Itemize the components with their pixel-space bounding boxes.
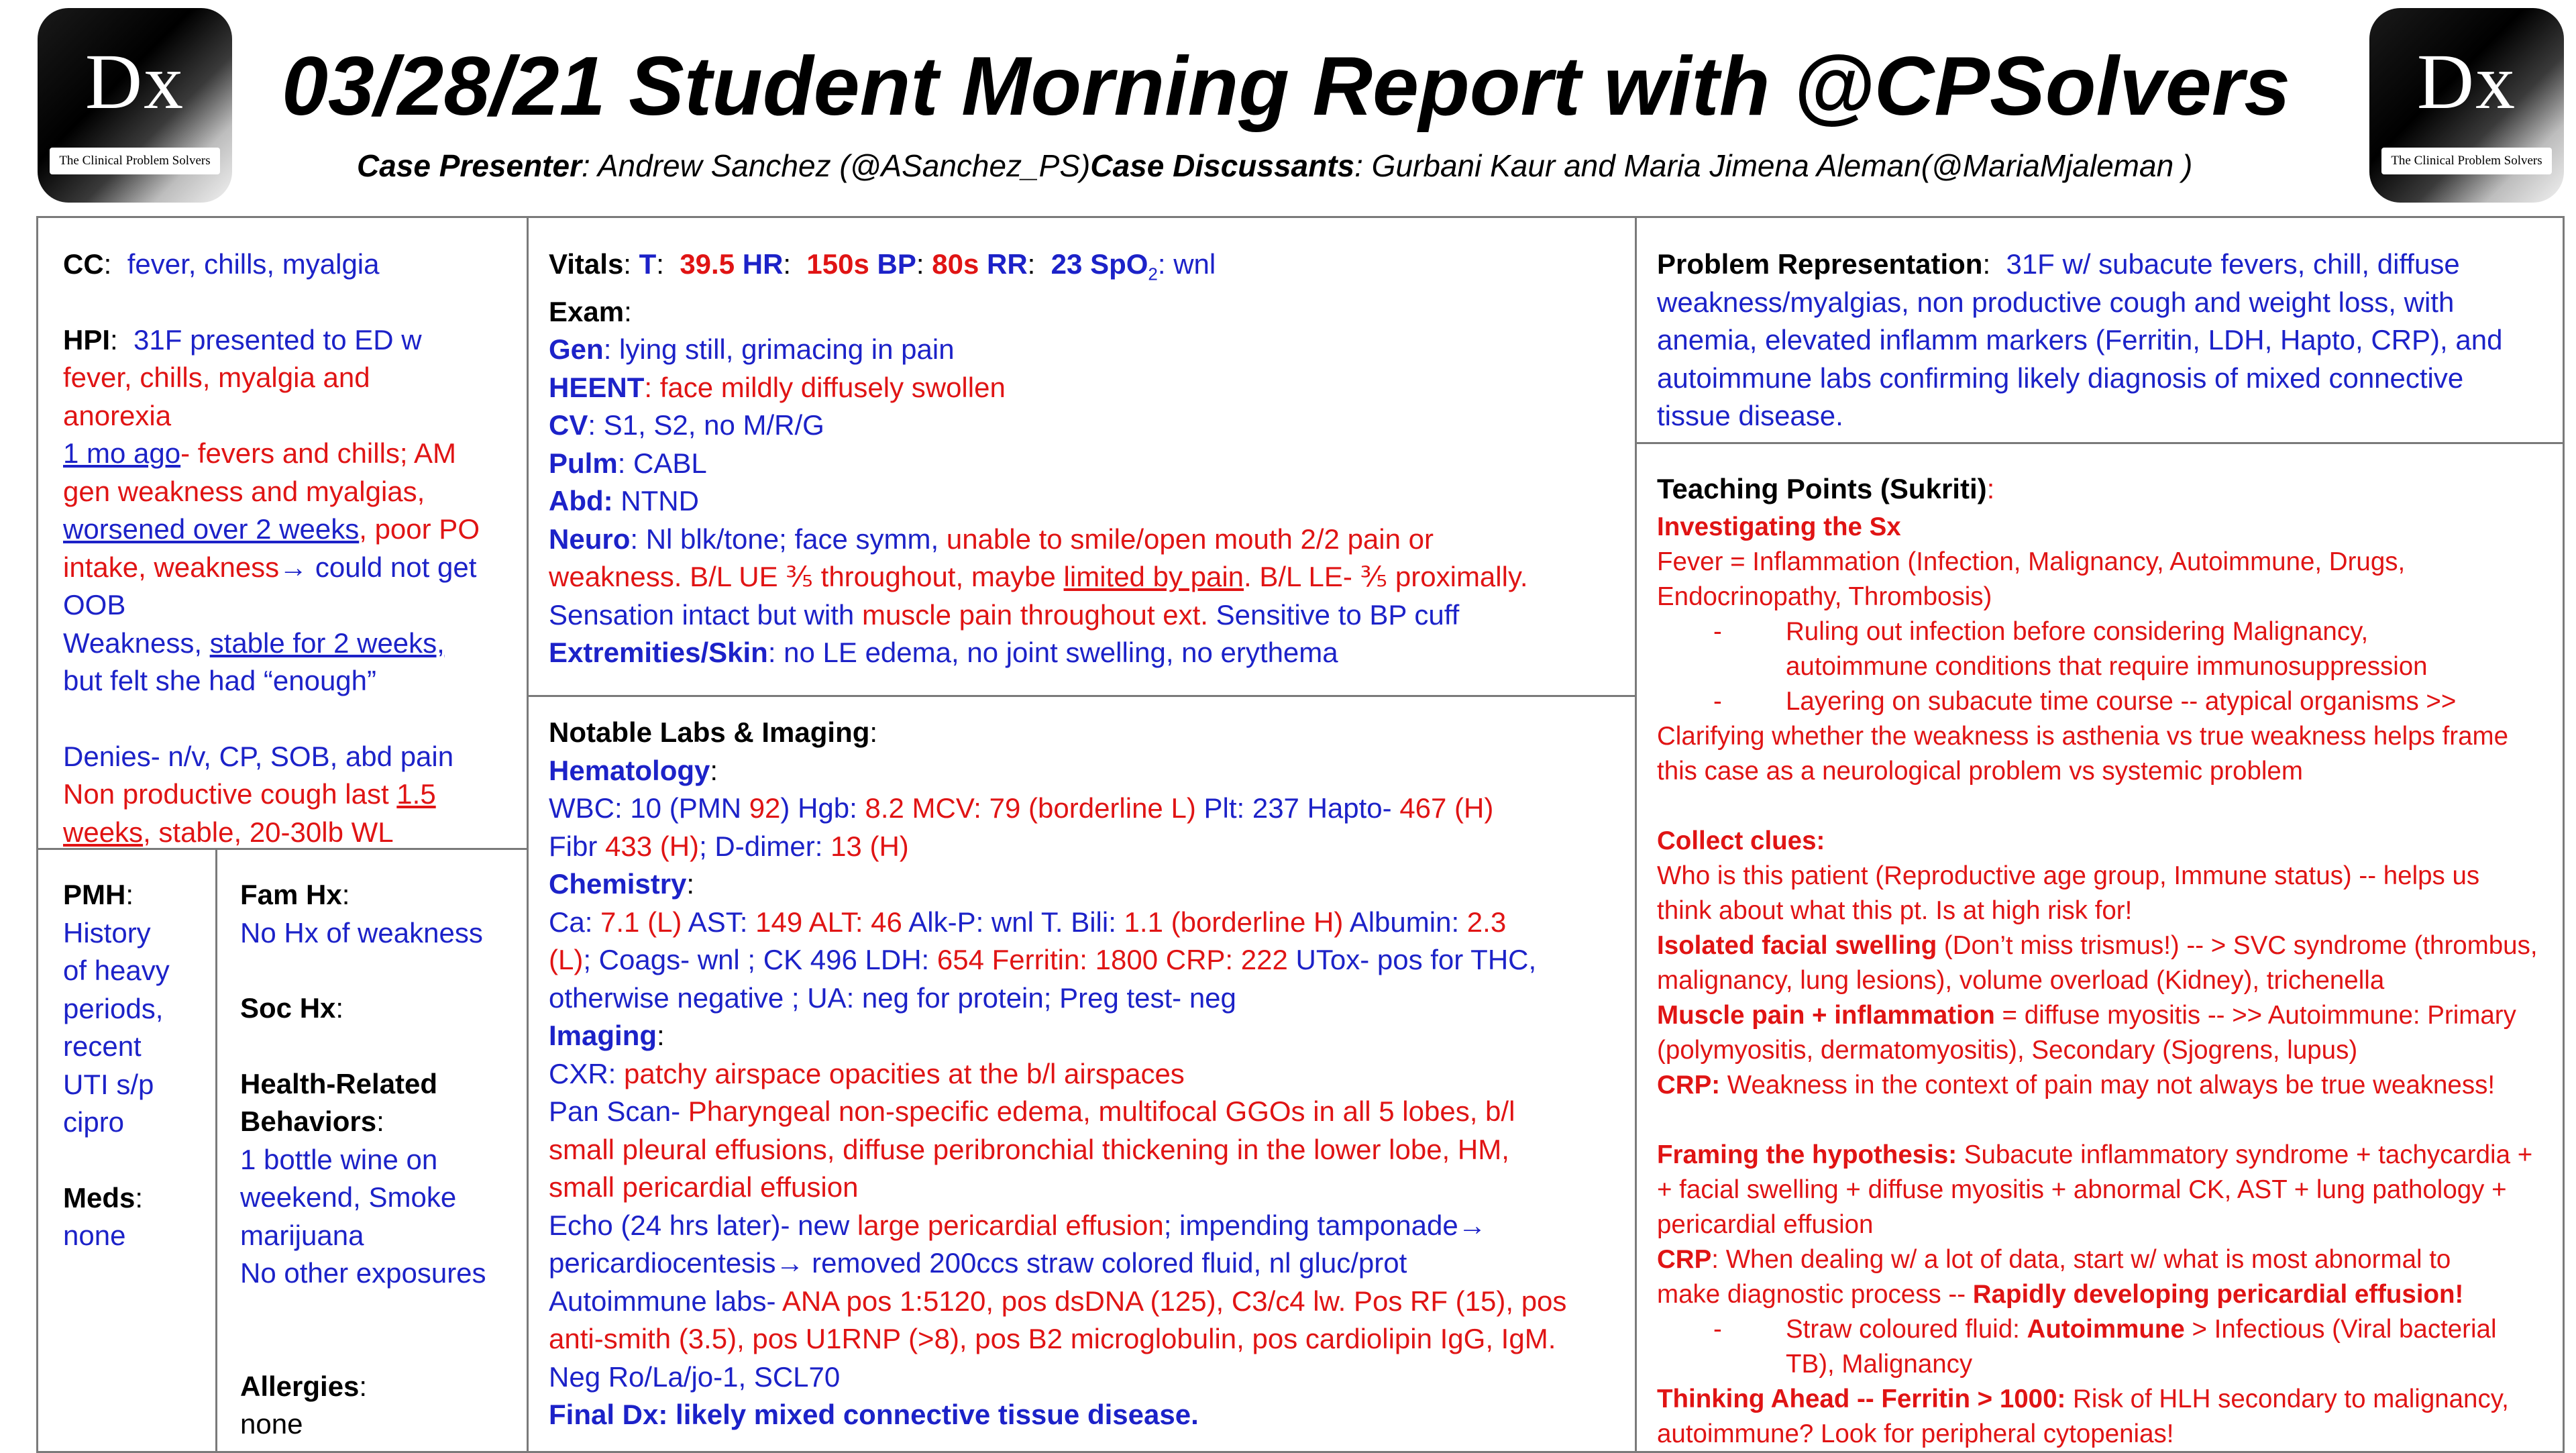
- chem-line: [549, 941, 1632, 979]
- neuro-text: muscle pain throughout ext.: [861, 598, 1208, 631]
- teaching-text: = diffuse myositis -- >> Autoimmune: Primary: [1994, 1001, 2516, 1030]
- ext-label: Extremities/Skin: [549, 637, 768, 669]
- bullet-dash: -: [1713, 1315, 1722, 1344]
- ext-value: : no LE edema, no joint swelling, no erythema: [767, 637, 1338, 669]
- spo2-label: SpO: [1090, 248, 1148, 280]
- allergies-line: Allergies:: [240, 1370, 368, 1402]
- teaching-line: pericardial effusion: [1657, 1210, 1874, 1239]
- hem-line: [549, 828, 1632, 866]
- hpi-text: weeks: [63, 816, 144, 848]
- hpi-panel: [63, 246, 519, 851]
- heent-value: : face mildly diffusely swollen: [644, 371, 1006, 403]
- hpi-line: Denies- n/v, CP, SOB, abd pain: [63, 740, 454, 772]
- teaching-line: think about what this pt. Is at high risk for!: [1657, 896, 2133, 925]
- pan-label: Pan Scan-: [549, 1095, 688, 1127]
- teaching-text: Subacute inflammatory syndrome + tachycardia +: [1957, 1140, 2533, 1169]
- hpi-line: [63, 549, 519, 587]
- hrb-line: Behaviors:: [240, 1106, 384, 1137]
- teaching-line: Endocrinopathy, Thrombosis): [1657, 582, 1992, 611]
- teaching-line: malignancy, lung lesions), volume overload (Kidney), trichenella: [1657, 966, 2385, 995]
- spo2-value: : wnl: [1157, 248, 1216, 280]
- teaching-line: autoimmune? Look for peripheral cytopenias!: [1657, 1419, 2174, 1448]
- chem-label: Chemistry: [549, 868, 687, 900]
- teaching-strong: CRP: [1657, 1245, 1712, 1274]
- hpi-text: , poor PO: [359, 513, 480, 545]
- hpi-text: Non productive cough last: [63, 778, 397, 810]
- neuro-text: : Nl blk/tone; face symm,: [630, 523, 947, 555]
- hpi-line: fever, chills, myalgia and: [63, 362, 370, 393]
- hpi-label: HPI: [63, 323, 111, 356]
- spacer: [63, 284, 519, 321]
- cxr-value: patchy airspace opacities at the b/l airspaces: [624, 1057, 1185, 1089]
- img-line: Imaging:: [549, 1020, 665, 1051]
- teaching-heading: Investigating the Sx: [1657, 513, 1901, 541]
- teaching-colon: :: [1986, 473, 1995, 504]
- hpi-text: - fevers and chills; AM: [180, 437, 456, 469]
- final-dx: Final Dx: likely mixed connective tissue disease.: [549, 1399, 1199, 1430]
- spo2-sub: 2: [1148, 264, 1158, 284]
- exam-panel: [549, 246, 1629, 672]
- presenters-line: [357, 148, 2192, 184]
- spacer: [240, 1028, 525, 1065]
- teaching-line: [1657, 1242, 2559, 1277]
- lab-text: WBC: 10 (PMN: [549, 792, 749, 824]
- lab-text: AST:: [682, 906, 756, 938]
- lab-text: Ca:: [549, 906, 601, 938]
- teaching-line: [1657, 1382, 2559, 1417]
- fam-line: Fam Hx:: [240, 879, 350, 910]
- temp-value: 39.5: [680, 248, 735, 280]
- teaching-line: [1657, 510, 2559, 545]
- exam-line: [549, 482, 1629, 521]
- abd-value: NTND: [612, 485, 699, 517]
- pmh-line: UTI s/p: [63, 1068, 154, 1100]
- problem-panel: [1657, 246, 2559, 435]
- cxr-label: CXR:: [549, 1057, 625, 1089]
- pulm-label: Pulm: [549, 447, 618, 479]
- teaching-label: Teaching Points (Sukriti): [1657, 473, 1987, 504]
- lab-text: 8.2 MCV: 79 (borderline L): [865, 792, 1196, 824]
- problem-line: tissue disease.: [1657, 400, 1843, 431]
- exam-line: [549, 331, 1629, 369]
- echo-line: [549, 1207, 1632, 1245]
- hpi-line: but felt she had “enough”: [63, 665, 377, 696]
- teaching-bullet: [1657, 1312, 2559, 1347]
- teaching-line: Who is this patient (Reproductive age group, Immune status) -- helps us: [1657, 861, 2480, 890]
- teaching-text: > Infectious (Viral bacterial: [2184, 1315, 2497, 1344]
- allergies-label: Allergies: [240, 1370, 360, 1402]
- dx-logo-right: [2369, 8, 2564, 203]
- hpi-text: Weakness,: [63, 627, 210, 659]
- teaching-line: Fever = Inflammation (Infection, Malignancy, Autoimmune, Drugs,: [1657, 547, 2406, 576]
- hpi-text: 1.5: [396, 778, 436, 810]
- exam-line: [549, 596, 1629, 635]
- gen-value: : lying still, grimacing in pain: [603, 333, 955, 366]
- teaching-line: [1657, 1277, 2559, 1312]
- hpi-line: HPI: 31F presented to ED w: [63, 323, 422, 356]
- hpi-line: gen weakness and myalgias,: [63, 475, 425, 507]
- img-line: small pericardial effusion: [549, 1171, 859, 1203]
- lab-text: ; D-dimer:: [699, 830, 831, 862]
- teaching-text: Ruling out infection before considering Malignancy,: [1786, 617, 2369, 646]
- lab-text: 1.1 (borderline H): [1124, 906, 1344, 938]
- teaching-line: + facial swelling + diffuse myositis + abnormal CK, AST + lung pathology +: [1657, 1175, 2507, 1204]
- cv-label: CV: [549, 409, 588, 441]
- pmh-label: PMH: [63, 879, 126, 910]
- final-dx-line: [549, 1396, 1632, 1434]
- hpi-line: [63, 814, 519, 852]
- teaching-bullet-cont: TB), Malignancy: [1786, 1350, 1973, 1379]
- echo-line: pericardiocentesis→ removed 200ccs straw colored fluid, nl gluc/prot: [549, 1247, 1407, 1279]
- heent-label: HEENT: [549, 371, 645, 403]
- hpi-text: stable for 2 weeks,: [209, 627, 445, 659]
- teaching-text: (Don’t miss trismus!) -- > SVC syndrome (thrombus,: [1937, 931, 2538, 960]
- lab-text: 149 ALT: 46: [755, 906, 902, 938]
- spacer: [240, 1293, 525, 1330]
- rr-value: 23: [1051, 248, 1083, 280]
- hpi-line: [63, 510, 519, 549]
- chem-line: otherwise negative ; UA: neg for protein; Preg test- neg: [549, 981, 1236, 1014]
- lab-text: 7.1 (L): [600, 906, 682, 938]
- hr-label: HR: [742, 248, 784, 280]
- problem-line: Problem Representation: 31F w/ subacute fevers, chill, diffuse: [1657, 248, 2460, 280]
- allergies-value: none: [240, 1408, 303, 1440]
- neuro-text: weakness. B/L UE ⅗ throughout, maybe: [549, 561, 1064, 593]
- echo-text: Echo (24 hrs later)- new: [549, 1209, 857, 1241]
- hpi-text: 1 mo ago: [63, 437, 181, 469]
- spacer: [240, 952, 525, 989]
- discussants-names: : Gurbani Kaur and Maria Jimena Aleman(@MariaMjaleman ): [1354, 148, 2193, 183]
- bullet-dash: -: [1713, 687, 1722, 716]
- problem-label: Problem Representation: [1657, 248, 1983, 280]
- pmh-line: periods,: [63, 992, 164, 1024]
- teaching-strong: Autoimmune: [2027, 1315, 2185, 1344]
- abd-label: Abd:: [549, 485, 613, 517]
- vitals-label: Vitals: [549, 248, 624, 280]
- fam-value: No Hx of weakness: [240, 916, 483, 949]
- spacer: [63, 700, 519, 738]
- lab-text: ; Coags- wnl ; CK 496 LDH:: [583, 944, 937, 975]
- hrb-value: weekend, Smoke: [240, 1181, 457, 1213]
- teaching-panel: [1657, 468, 2559, 1452]
- pmh-line: PMH:: [63, 879, 134, 910]
- lab-text: 654 Ferritin: 1800 CRP: 222: [936, 944, 1288, 975]
- exam-line: [549, 407, 1629, 445]
- rr-label: RR: [986, 248, 1028, 280]
- hpi-line: OOB: [63, 589, 126, 621]
- lab-text: 92: [749, 792, 781, 824]
- chem-line: Chemistry:: [549, 868, 695, 900]
- exam-line: [549, 521, 1629, 559]
- labs-title: Notable Labs & Imaging: [549, 716, 870, 748]
- lab-text: Albumin:: [1343, 906, 1467, 938]
- hrb-value: 1 bottle wine on: [240, 1143, 438, 1175]
- labs-panel: [549, 714, 1632, 1434]
- neuro-text: Sensation intact but with: [549, 598, 862, 631]
- echo-text: ; impending tamponade→: [1163, 1209, 1487, 1241]
- presenter-name: : Andrew Sanchez (@ASanchez_PS): [581, 148, 1091, 183]
- meds-value: none: [63, 1220, 126, 1251]
- teaching-heading: Collect clues:: [1657, 826, 1825, 855]
- discussants-label: Case Discussants: [1090, 148, 1355, 183]
- pmh-line: recent: [63, 1030, 142, 1062]
- lab-text: 2.3: [1466, 906, 1507, 938]
- auto-line: anti-smith (3.5), pos U1RNP (>8), pos B2 microglobulin, pos cardiolipin IgG, IgM.: [549, 1323, 1556, 1354]
- hpi-line: anorexia: [63, 399, 172, 431]
- social-panel: [240, 876, 525, 1444]
- hpi-text: → could not get: [279, 551, 477, 583]
- soc-line: Soc Hx:: [240, 992, 344, 1024]
- hrb-value: marijuana: [240, 1219, 364, 1251]
- teaching-line: [1657, 998, 2559, 1033]
- lab-text: Plt: 237 Hapto-: [1195, 792, 1400, 824]
- teaching-strong: Framing the hypothesis:: [1657, 1140, 1957, 1169]
- teaching-title-line: [1657, 468, 2559, 510]
- pmh-panel: [63, 876, 211, 1255]
- hpi-line: [63, 625, 519, 663]
- neuro-text: . B/L LE- ⅗ proximally.: [1244, 561, 1528, 593]
- lab-text: Alk-P: wnl T. Bili:: [902, 906, 1124, 938]
- exam-line: [549, 369, 1629, 407]
- hpi-text: , stable, 20-30lb WL: [143, 816, 394, 848]
- exam-line: Exam:: [549, 295, 632, 327]
- exam-label: Exam: [549, 295, 625, 327]
- dx-logo-left: [38, 8, 232, 203]
- teaching-strong: CRP:: [1657, 1071, 1721, 1099]
- hem-label: Hematology: [549, 754, 710, 786]
- soc-label: Soc Hx: [240, 992, 336, 1024]
- echo-text: large pericardial effusion: [857, 1209, 1164, 1241]
- teaching-line: (polymyositis, dermatomyositis), Secondary (Sjogrens, lupus): [1657, 1036, 2358, 1065]
- teaching-line: [1657, 1138, 2559, 1173]
- teaching-bullet: [1657, 684, 2559, 719]
- hem-line: Hematology:: [549, 754, 718, 786]
- gen-label: Gen: [549, 333, 604, 366]
- hrb-value: No other exposures: [240, 1257, 486, 1289]
- hpi-text: intake, weakness: [63, 551, 280, 583]
- spacer: [240, 1330, 525, 1368]
- hpi-text: 31F presented to ED w: [133, 323, 422, 356]
- cc-label: CC: [63, 248, 104, 280]
- exam-line: [549, 558, 1629, 596]
- logo-mark: Dx: [85, 38, 185, 125]
- lab-text: 13 (H): [830, 830, 909, 862]
- teaching-text: make diagnostic process --: [1657, 1280, 1973, 1309]
- lab-text: 433 (H): [605, 830, 700, 862]
- teaching-text: Straw coloured fluid:: [1786, 1315, 2027, 1344]
- teaching-strong: Rapidly developing pericardial effusion!: [1972, 1280, 2464, 1309]
- teaching-line: Clarifying whether the weakness is asthenia vs true weakness helps frame: [1657, 722, 2508, 751]
- pulm-value: : CABL: [617, 447, 707, 479]
- auto-text: Autoimmune labs-: [549, 1285, 782, 1317]
- pmh-line: History: [63, 916, 151, 949]
- teaching-strong: Muscle pain + inflammation: [1657, 1001, 1995, 1030]
- img-line: [549, 1055, 1632, 1093]
- spacer: [1657, 1103, 2559, 1138]
- teaching-bullet: [1657, 614, 2559, 649]
- teaching-text: : When dealing w/ a lot of data, start w/ what is most abnormal to: [1711, 1245, 2451, 1274]
- page-title: 03/28/21 Student Morning Report with @CPSolvers: [282, 40, 2291, 133]
- teaching-strong: Isolated facial swelling: [1657, 931, 1937, 960]
- lab-text: (L): [549, 944, 584, 975]
- exam-line: [549, 634, 1629, 672]
- hrb-line: [240, 1065, 525, 1104]
- presenter-label: Case Presenter: [357, 148, 582, 183]
- pan-text: Pharyngeal non-specific edema, multifocal GGOs in all 5 lobes, b/l: [688, 1095, 1515, 1127]
- lab-text: 467 (H): [1399, 792, 1494, 824]
- meds-line: Meds:: [63, 1181, 144, 1214]
- logo-caption: The Clinical Problem Solvers: [2381, 148, 2552, 174]
- auto-line: Neg Ro/La/jo-1, SCL70: [549, 1360, 841, 1393]
- teaching-line: [1657, 824, 2559, 859]
- problem-line: autoimmune labs confirming likely diagnosis of mixed connective: [1657, 362, 2464, 394]
- teaching-line: [1657, 928, 2559, 963]
- img-label: Imaging: [549, 1020, 657, 1051]
- chem-line: [549, 904, 1632, 942]
- lab-text: UTox- pos for THC,: [1287, 944, 1537, 975]
- problem-line: weakness/myalgias, non productive cough and weight loss, with: [1657, 286, 2455, 318]
- logo-caption: The Clinical Problem Solvers: [50, 148, 220, 174]
- pmh-line: of heavy: [63, 955, 170, 986]
- neuro-text: Sensitive to BP cuff: [1208, 598, 1460, 631]
- labs-title-line: Notable Labs & Imaging:: [549, 716, 878, 748]
- hrb-label: Health-Related: [240, 1067, 438, 1099]
- bp-label: BP: [877, 248, 916, 280]
- hrb-label: Behaviors: [240, 1106, 377, 1137]
- exam-line: [549, 445, 1629, 483]
- bp-value: 80s: [932, 248, 979, 280]
- bullet-dash: -: [1713, 617, 1722, 646]
- img-line: [549, 1093, 1632, 1131]
- hpi-line: [63, 435, 519, 473]
- temp-label: T: [639, 248, 657, 280]
- hpi-text: worsened over 2 weeks: [63, 513, 360, 545]
- neuro-text: limited by pain: [1063, 561, 1244, 593]
- lab-text: Fibr: [549, 830, 605, 862]
- img-line: small pleural effusions, diffuse peribronchial thickening in the lower lobe, HM,: [549, 1133, 1509, 1165]
- spacer: [63, 1142, 211, 1179]
- problem-line: anemia, elevated inflamm markers (Ferritin, LDH, Hapto, CRP), and: [1657, 324, 2503, 356]
- teaching-text: Risk of HLH secondary to malignancy,: [2065, 1385, 2509, 1413]
- hr-value: 150s: [806, 248, 869, 280]
- teaching-strong: Thinking Ahead -- Ferritin > 1000:: [1657, 1385, 2066, 1413]
- problem-text: 31F w/ subacute fevers, chill, diffuse: [2006, 248, 2460, 280]
- hem-line: [549, 790, 1632, 828]
- lab-text: ) Hgb:: [780, 792, 865, 824]
- cc-value: fever, chills, myalgia: [127, 248, 380, 280]
- logo-mark: Dx: [2416, 38, 2517, 125]
- fam-label: Fam Hx: [240, 879, 342, 910]
- teaching-text: Layering on subacute time course -- atypical organisms >>: [1786, 687, 2457, 716]
- spacer: [1657, 789, 2559, 824]
- meds-label: Meds: [63, 1181, 136, 1214]
- neuro-label: Neuro: [549, 523, 631, 555]
- auto-text: ANA pos 1:5120, pos dsDNA (125), C3/c4 lw. Pos RF (15), pos: [782, 1285, 1567, 1317]
- teaching-bullet-cont: autoimmune conditions that require immunosuppression: [1786, 652, 2428, 681]
- auto-line: [549, 1283, 1632, 1321]
- hpi-line: [63, 775, 519, 814]
- teaching-line: [1657, 1068, 2559, 1103]
- cv-value: : S1, S2, no M/R/G: [588, 409, 824, 441]
- teaching-line: this case as a neurological problem vs systemic problem: [1657, 757, 2303, 786]
- neuro-text: unable to smile/open mouth 2/2 pain or: [946, 523, 1434, 555]
- vitals-line: Vitals: T: 39.5 HR: 150s BP: 80s RR: 23 SpO$_2$: wnl: [549, 248, 1216, 284]
- teaching-text: Weakness in the context of pain may not always be true weakness!: [1720, 1071, 2496, 1099]
- cc-line: CC: fever, chills, myalgia: [63, 248, 380, 280]
- pmh-line: cipro: [63, 1106, 125, 1138]
